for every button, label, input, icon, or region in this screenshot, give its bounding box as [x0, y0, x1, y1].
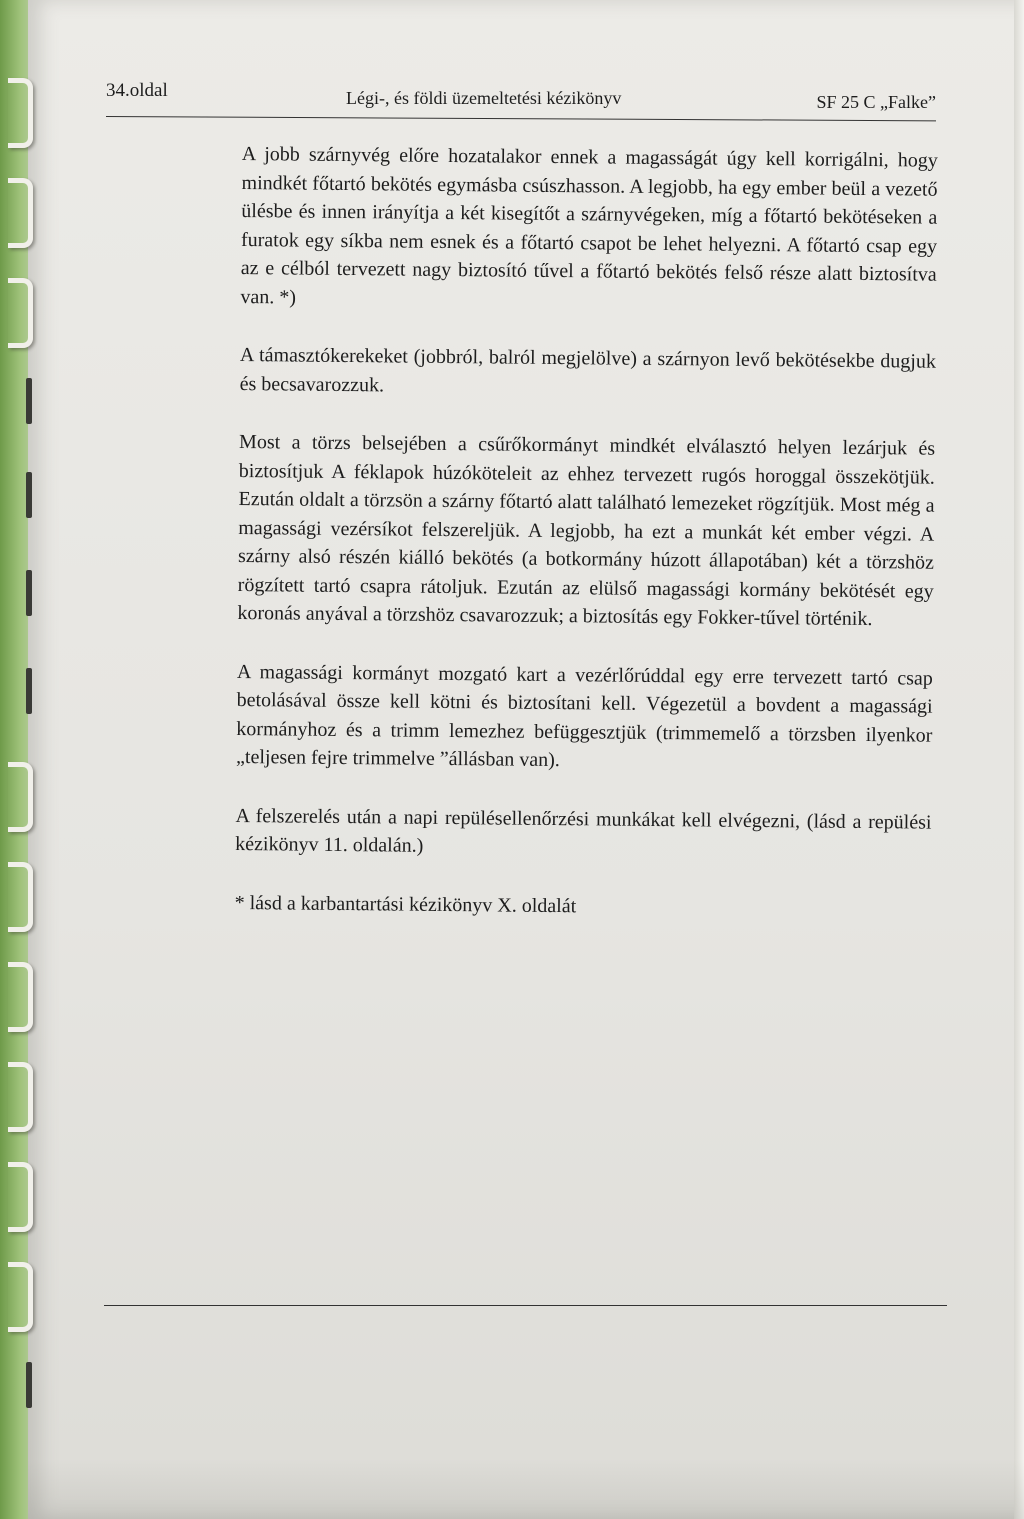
paragraph-support-wheels: A támasztókerekeket (jobbról, balról megjelölve) a szárnyon levő bekötésekbe dugjuk és becsavarozzuk.	[239, 343, 937, 396]
binding-slot	[26, 472, 32, 518]
manual-page	[28, 0, 1024, 1519]
binding-ring	[8, 862, 33, 932]
paragraph-wing-tip: A jobb szárnyvég előre hozatalakor ennek a magasságát úgy kell korrigálni, hogy mindkét főtartó bekötés egymásba csúszhasson. A legjobb, ha egy ember beül a vezető ülésbe és innen irányítja a két kisegítőt a szárnyvégeken, míg a főtartó bekötéseken a furatok egy síkba nem esnek és a főtartó csapot be lehet helyezni. A főtartó csap egy az e célból tervezett nagy biztosító tűvel a főtartó bekötés felső része alatt biztosítva van. *)	[240, 142, 938, 309]
page-stack-edge	[1014, 0, 1024, 1519]
paragraph-daily-check: A felszerelés után a napi repülésellenőrzési munkákat kell elvégezni, (lásd a repülési kézikönyv 11. oldalán.)	[235, 804, 932, 857]
paragraph-fuselage-assembly: Most a törzs belsejében a csűrőkormányt mindkét elválasztó helyen lezárjuk és biztosítjuk A féklapok húzóköteleit az ehhez tervezett rugós horoggal összekötjük. Ezután oldalt a törzsön a szárny főtartó alatt található lemezeket rögzítjük. Most még a magassági vezérsíkot felszereljük. A legjobb, ha ezt a munkát két ember végzi. A szárny alsó részén kiálló bekötés (a botkormány húzott állapotában) két a törzshöz rögzített tartó csapra rátoljuk. Ezután az elülső magassági kormány bekötését egy koronás anyával a törzshöz csavarozzuk; a biztosítás egy Fokker-tűvel történik.	[237, 430, 936, 631]
binding-slot	[26, 570, 32, 616]
footer-rule	[104, 1305, 947, 1306]
footnote: * lásd a karbantartási kézikönyv X. oldalát	[234, 891, 577, 917]
binding-ring	[8, 1162, 33, 1232]
binding-slot	[26, 378, 32, 424]
spiral-binding	[0, 0, 50, 1519]
binding-slot	[26, 668, 32, 714]
binding-ring	[8, 78, 33, 148]
binding-ring	[8, 962, 33, 1032]
binding-ring	[8, 762, 33, 832]
page-number: 34.oldal	[106, 80, 168, 101]
manual-title: Légi-, és földi üzemeltetési kézikönyv	[346, 88, 622, 108]
binding-ring	[8, 278, 33, 348]
binding-slot	[26, 1362, 32, 1408]
page-header	[106, 80, 936, 120]
paragraph-elevator: A magassági kormányt mozgató kart a vezérlőrúddal egy erre tervezett tartó csap betolásával össze kell kötni és biztosítani kell. Végezetül a bovdent a magassági kormányhoz és a trimm lemezhez befüggesztjük (trimmemelő a törzsben ilyenkor „teljesen fejre trimmelve ”állásban van).	[235, 660, 933, 772]
binding-ring	[8, 178, 33, 248]
binding-ring	[8, 1262, 33, 1332]
binding-ring	[8, 1062, 33, 1132]
body-text	[235, 140, 938, 923]
aircraft-model: SF 25 C „Falke”	[816, 92, 936, 112]
page-shadow	[28, 1459, 1024, 1519]
header-rule	[106, 116, 936, 121]
